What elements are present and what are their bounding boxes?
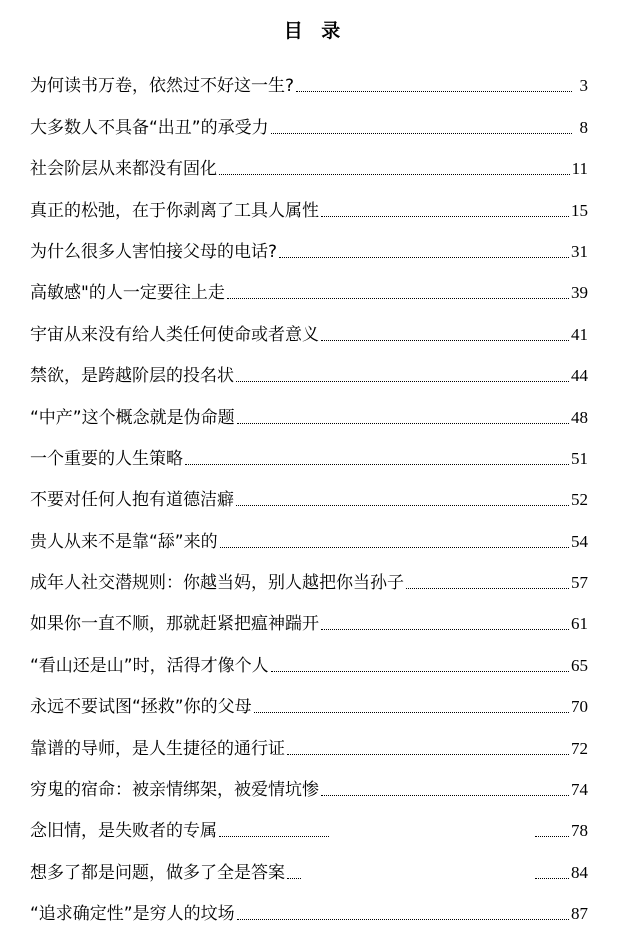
dot-leader [287,878,301,879]
toc-entry-title: 为什么很多人害怕接父母的电话? [30,241,278,262]
toc-entry[interactable] [30,760,588,801]
toc-entry[interactable] [30,222,588,263]
toc-entry[interactable] [30,594,588,635]
dot-leader [220,547,569,548]
toc-entry-title: 念旧情，是失败者的专属 [30,821,217,842]
toc-entry[interactable] [30,97,588,138]
dot-leader [321,629,569,630]
toc-entry-title: 不要对任何人抱有道德洁癖 [30,490,234,511]
toc-entry-title: 大多数人不具备“出丑”的承受力 [30,117,269,138]
dot-leader [271,671,569,672]
toc-entry[interactable] [30,553,588,594]
dot-leader [237,919,569,920]
toc-entry[interactable] [30,304,588,345]
dot-leader [287,754,569,755]
dot-leader [236,381,569,382]
toc-entry-page: 72 [571,738,588,758]
toc-entry-page: 31 [571,241,588,261]
toc-entry-title: 为何读书万卷，依然过不好这一生? [30,76,295,97]
toc-entry[interactable] [30,387,588,428]
toc-entry[interactable] [30,801,588,842]
toc-entry[interactable] [30,263,588,304]
toc-entry-title: 永远不要试图“拯救”你的父母 [30,697,252,718]
toc-title: 目 录 [283,20,347,42]
dot-leader [406,588,569,589]
toc-entry[interactable] [30,718,588,759]
toc-entry-page: 57 [571,573,588,593]
toc-entry-title: 想多了都是问题，做多了全是答案 [30,862,285,883]
toc-entry-page: 39 [571,283,588,303]
toc-entry-title: 禁欲，是跨越阶层的投名状 [30,366,234,387]
toc-entry-page: 65 [571,655,588,675]
toc-entry-title: 宇宙从来没有给人类任何使命或者意义 [30,324,319,345]
toc-entry-title: 一个重要的人生策略 [30,448,183,469]
toc-entry-page: 11 [571,159,588,179]
dot-leader [236,505,569,506]
toc-entry[interactable] [30,56,588,97]
dot-leader [271,133,572,134]
dot-leader [321,216,569,217]
toc-entry[interactable] [30,677,588,718]
toc-entry-page: 3 [579,76,588,96]
dot-leader [296,91,572,92]
toc-entry-title: “追求确定性”是穷人的坟场 [30,904,235,925]
toc-entry-page: 54 [571,531,588,551]
dot-leader [279,257,569,258]
toc-entry[interactable] [30,139,588,180]
dot-leader [254,712,569,713]
toc-entry-page: 41 [571,324,588,344]
toc-entry[interactable] [30,346,588,387]
toc-entry-page: 51 [571,448,588,468]
dot-leader [321,340,569,341]
toc-entry-title: 高敏感"的人一定要往上走 [30,283,225,304]
toc-list [30,56,588,925]
toc-entry-title: 靠谱的导师，是人生捷径的通行证 [30,738,285,759]
toc-entry-title: 成年人社交潜规则：你越当妈，别人越把你当孙子 [30,573,404,594]
toc-entry-page: 84 [571,862,588,882]
dot-leader [219,836,329,837]
dot-leader [321,795,569,796]
toc-entry-page: 52 [571,490,588,510]
toc-entry-page: 48 [571,407,588,427]
toc-entry-page: 87 [571,904,588,924]
toc-entry-page: 61 [571,614,588,634]
toc-entry-title: “中产”这个概念就是伪命题 [30,407,235,428]
toc-entry-page: 70 [571,697,588,717]
toc-entry-page: 74 [571,780,588,800]
toc-entry[interactable] [30,635,588,676]
toc-entry[interactable] [30,884,588,925]
toc-entry-title: 真正的松弛，在于你剥离了工具人属性 [30,200,319,221]
toc-entry-title: 如果你一直不顺，那就赶紧把瘟神踹开 [30,614,319,635]
toc-entry-title: “看山还是山”时，活得才像个人 [30,655,269,676]
dot-leader [535,836,569,837]
dot-leader [219,174,570,175]
toc-entry[interactable] [30,511,588,552]
toc-entry-page: 8 [579,117,588,137]
dot-leader [185,464,569,465]
toc-entry-title: 穷鬼的宿命：被亲情绑架，被爱情坑惨 [30,780,319,801]
toc-entry-title: 社会阶层从来都没有固化 [30,159,217,180]
toc-entry[interactable] [30,180,588,221]
toc-entry[interactable] [30,429,588,470]
toc-entry-page: 15 [571,200,588,220]
dot-leader [535,878,569,879]
dot-leader [237,423,569,424]
toc-entry-page: 78 [571,821,588,841]
toc-entry-page: 44 [571,366,588,386]
dot-leader [227,298,569,299]
toc-entry-title: 贵人从来不是靠“舔”来的 [30,531,218,552]
toc-entry[interactable] [30,470,588,511]
toc-entry[interactable] [30,842,588,883]
